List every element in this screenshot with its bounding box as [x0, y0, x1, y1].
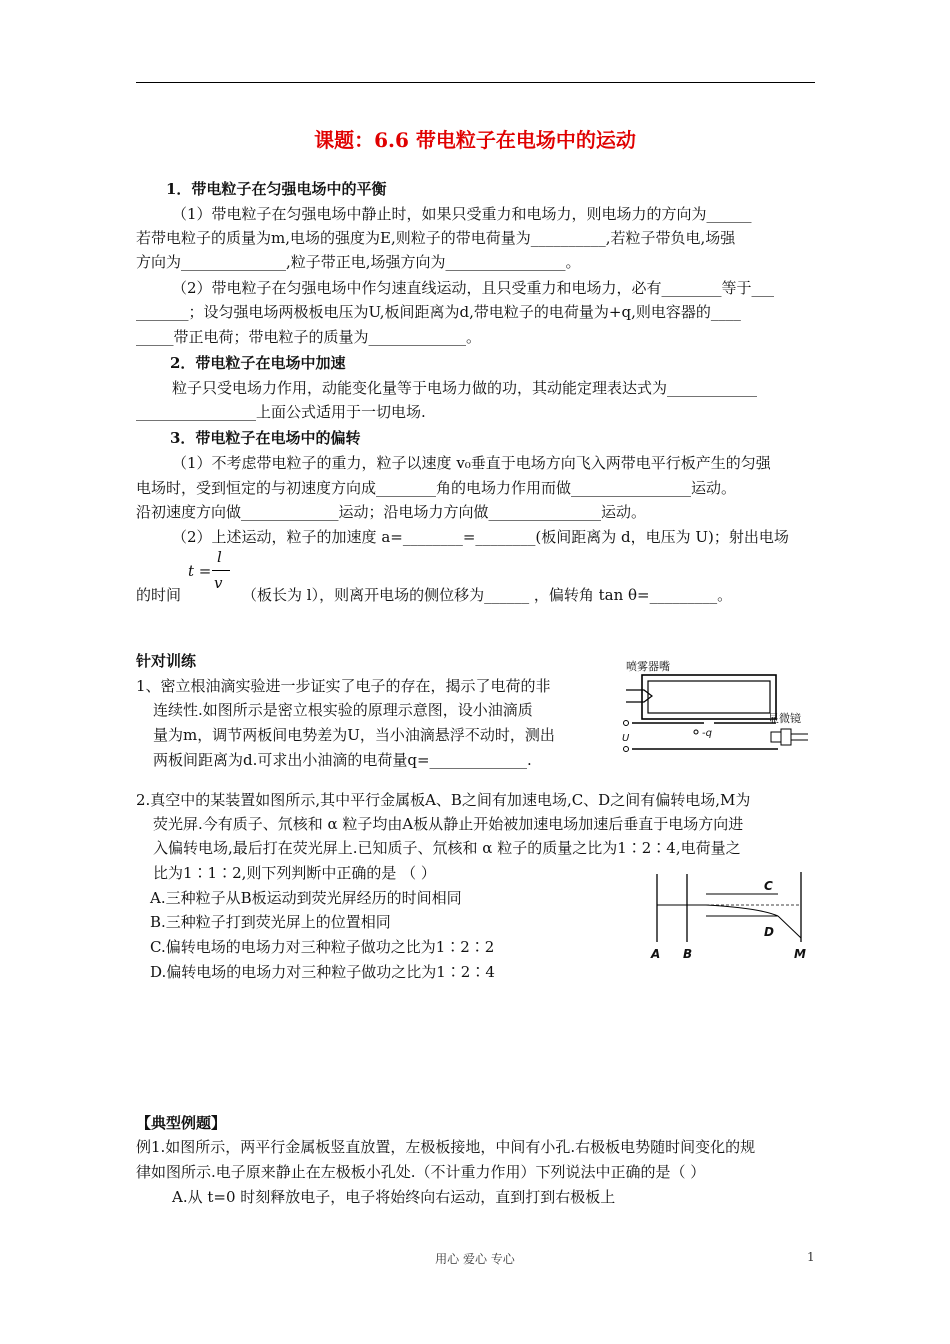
oil-droplet	[694, 730, 698, 734]
millikan-figure	[618, 656, 818, 756]
q2-option-a: A.三种粒子从B板运动到荧光屏经历的时间相同	[150, 889, 462, 907]
label-a: A	[651, 947, 661, 961]
section1-line4: （2）带电粒子在匀强电场中作匀速直线运动，且只受重力和电场力，必有________等于___	[172, 279, 775, 297]
section3-heading: 3．带电粒子在电场中的偏转	[170, 429, 361, 447]
example-line2: 律如图所示.电子原来静止在左极板小孔处.（不计重力作用）下列说法中正确的是（ ）	[136, 1163, 706, 1181]
fig1-q-label: -q	[702, 728, 712, 739]
header-rule	[136, 82, 815, 83]
section2-line1: 粒子只受电场力作用，动能变化量等于电场力做的功，其动能定理表达式为____________	[172, 379, 758, 397]
formula-numerator: l	[217, 548, 222, 566]
terminal-bottom	[624, 747, 629, 752]
example-heading: 【典型例题】	[136, 1114, 227, 1132]
fig1-u-label: U	[622, 733, 630, 744]
microscope-lens	[781, 729, 791, 745]
q2-line4: 比为1∶1∶2,则下列判断中正确的是 （ ）	[153, 864, 436, 882]
label-d: D	[764, 925, 774, 939]
terminal-top	[624, 721, 629, 726]
page-title: 课题：6.6 带电粒子在电场中的运动	[314, 128, 636, 152]
formula-t: t =	[188, 562, 212, 580]
microscope-body	[771, 732, 781, 742]
section1-line2: 若带电粒子的质量为m,电场的强度为E,则粒子的带电荷量为__________,若粒子带负电,场强	[136, 229, 736, 247]
chamber-inner	[648, 681, 770, 713]
beam-exit	[778, 916, 801, 938]
section3-line1: （1）不考虑带电粒子的重力，粒子以速度 v₀垂直于电场方向飞入两带电平行板产生的匀强	[172, 454, 771, 472]
section1-line6: _____带正电荷；带电粒子的质量为_____________。	[136, 328, 482, 346]
section2-heading: 2．带电粒子在电场中加速	[170, 354, 346, 372]
q2-option-b: B.三种粒子打到荧光屏上的位置相同	[150, 913, 391, 931]
section1-line1: （1）带电粒子在匀强电场中静止时，如果只受重力和电场力，则电场力的方向为______	[172, 205, 752, 223]
example-line1: 例1.如图所示，两平行金属板竖直放置，左极板接地，中间有小孔.右极板电势随时间变化的规	[136, 1138, 756, 1156]
formula-denominator: v	[214, 574, 223, 592]
q1-line1: 1、密立根油滴实验进一步证实了电子的存在，揭示了电荷的非	[136, 677, 551, 695]
fig1-sprayer-label: 喷雾器嘴	[626, 660, 670, 673]
example-option-a: A.从 t=0 时刻释放电子，电子将始终向右运动，直到打到右极板上	[172, 1188, 616, 1206]
section3-line4: （2）上述运动，粒子的加速度 a=________=________(板间距离为 d，电压为 U)；射出电场	[172, 528, 789, 546]
q2-option-c: C.偏转电场的电场力对三种粒子做功之比为1∶2∶2	[150, 938, 495, 956]
section1-heading: 1．带电粒子在匀强电场中的平衡	[166, 180, 387, 198]
section3-line5a: 的时间	[136, 586, 182, 604]
fig1-microscope-label: 显微镜	[768, 712, 801, 725]
section2-line2: ________________上面公式适用于一切电场.	[136, 403, 426, 421]
label-b: B	[683, 947, 693, 961]
section1-line5: _______；设匀强电场两极板电压为U,板间距离为d,带电粒子的电荷量为+q,则电容器的____	[136, 303, 741, 321]
q2-line2: 荧光屏.今有质子、氘核和 α 粒子均由A板从静止开始被加速电场加速后垂直于电场方向进	[153, 815, 744, 833]
page-number: 1	[807, 1250, 815, 1264]
formula-fraction-bar	[212, 570, 230, 571]
q1-line4: 两板间距离为d.可求出小油滴的电荷量q=_____________.	[153, 751, 532, 769]
deflection-figure	[640, 868, 820, 968]
q1-line3: 量为m，调节两板间电势差为U，当小油滴悬浮不动时，测出	[153, 726, 555, 744]
q2-line1: 2.真空中的某装置如图所示,其中平行金属板A、B之间有加速电场,C、D之间有偏转电场,M为	[136, 791, 751, 809]
q2-option-d: D.偏转电场的电场力对三种粒子做功之比为1∶2∶4	[150, 963, 495, 981]
section3-line5b: （板长为 l），则离开电场的侧位移为______ ，偏转角 tan θ=_________。	[242, 586, 733, 604]
practice-heading: 针对训练	[136, 652, 197, 670]
beam-deflected	[706, 905, 778, 916]
label-m: M	[794, 947, 806, 961]
section3-line3: 沿初速度方向做_____________运动；沿电场力方向做_______________运动。	[136, 503, 647, 521]
q1-line2: 连续性.如图所示是密立根实验的原理示意图，设小油滴质	[153, 701, 533, 719]
q2-line3: 入偏转电场,最后打在荧光屏上.已知质子、氘核和 α 粒子的质量之比为1∶2∶4,电荷量之	[153, 839, 741, 857]
section3-line2: 电场时，受到恒定的与初速度方向成________角的电场力作用而做________________运动。	[136, 479, 737, 497]
section1-line3: 方向为______________,粒子带正电,场强方向为________________。	[136, 253, 581, 271]
label-c: C	[764, 879, 773, 893]
footer-slogan: 用心 爱心 专心	[435, 1252, 515, 1266]
